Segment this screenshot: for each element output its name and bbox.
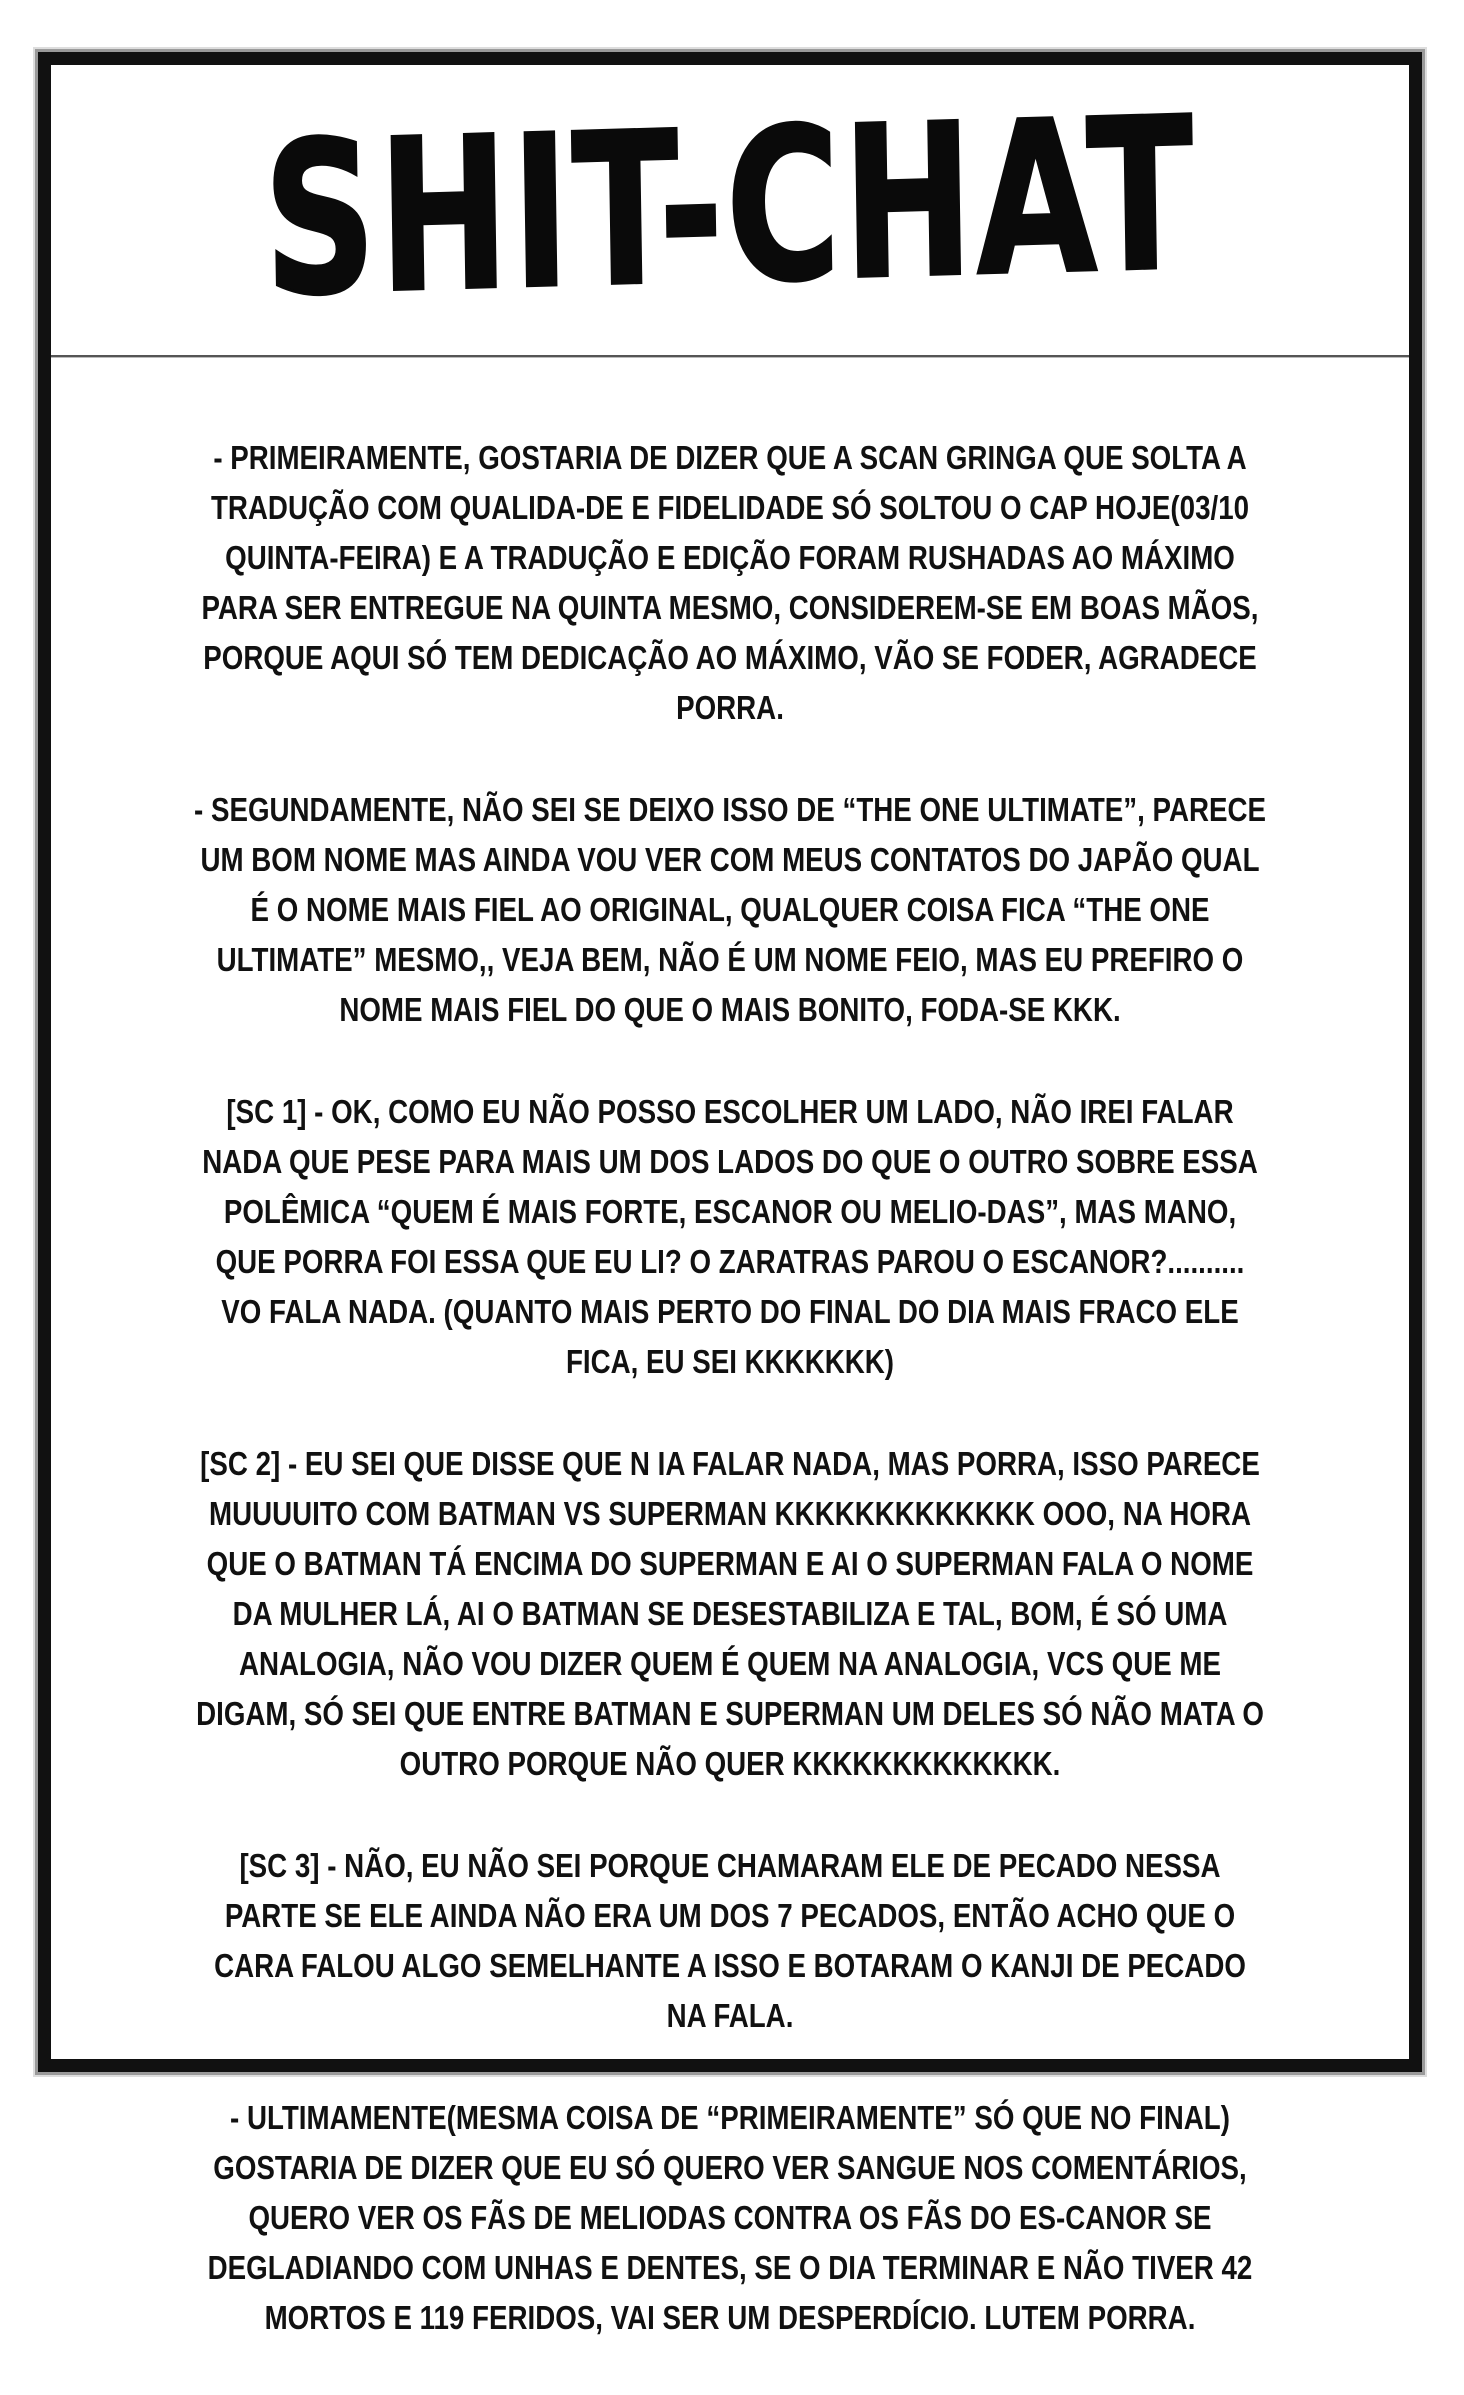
page-frame xyxy=(38,52,1422,2336)
note-paragraph-sc3: [SC 3] - NÃO, EU NÃO SEI PORQUE CHAMARAM ELE DE PECADO NESSA PARTE SE ELE AINDA NÃO ERA UM DOS 7 PECADOS, ENTÃO ACHO QUE O CARA FALOU ALGO SEMELHANTE A ISSO E BOTARAM O KANJI DE PECADO NA FALA. xyxy=(214,1847,1246,2034)
note-paragraph-primeiramente: - PRIMEIRAMENTE, GOSTARIA DE DIZER QUE A SCAN GRINGA QUE SOLTA A TRADUÇÃO COM QUALIDA-DE E FIDELIDADE SÓ SOLTOU O CAP HOJE(03/10 QUINTA-FEIRA) E A TRADUÇÃO E EDIÇÃO FORAM RUSHADAS AO MÁXIMO PARA SER ENTREGUE NA QUINTA MESMO, CONSIDEREM-SE EM BOAS MÃOS, PORQUE AQUI SÓ TEM DEDICAÇÃO AO MÁXIMO, VÃO SE FODER, AGRADECE PORRA. xyxy=(201,439,1259,726)
note-paragraph-ultimamente: - ULTIMAMENTE(MESMA COISA DE “PRIMEIRAMENTE” SÓ QUE NO FINAL) GOSTARIA DE DIZER QUE EU SÓ QUERO VER SANGUE NOS COMENTÁRIOS, QUERO VER OS FÃS DE MELIODAS CONTRA OS FÃS DO ES-CANOR SE DEGLADIANDO COM UNHAS E DENTES, SE O DIA TERMINAR E NÃO TIVER 42 MORTOS E 119 FERIDOS, VAI SER UM DESPERDÍCIO. LUTEM PORRA. xyxy=(207,2099,1253,2336)
page-title: SHIT-CHAT xyxy=(261,71,1198,344)
title-divider xyxy=(51,355,1409,358)
note-paragraph-segundamente: - SEGUNDAMENTE, NÃO SEI SE DEIXO ISSO DE “THE ONE ULTIMATE”, PARECE UM BOM NOME MAS AINDA VOU VER COM MEUS CONTATOS DO JAPÃO QUAL É O NOME MAIS FIEL AO ORIGINAL, QUALQUER COISA FICA “THE ONE ULTIMATE” MESMO,, VEJA BEM, NÃO É UM NOME FEIO, MAS EU PREFIRO O NOME MAIS FIEL DO QUE O MAIS BONITO, FODA-SE KKK. xyxy=(194,791,1266,1028)
notes-body xyxy=(51,433,1409,2395)
note-paragraph-sc2: [SC 2] - EU SEI QUE DISSE QUE N IA FALAR NADA, MAS PORRA, ISSO PARECE MUUUUITO COM BATMAN VS SUPERMAN KKKKKKKKKKKKK OOO, NA HORA QUE O BATMAN TÁ ENCIMA DO SUPERMAN E AI O SUPERMAN FALA O NOME DA MULHER LÁ, AI O BATMAN SE DESESTABILIZA E TAL, BOM, É SÓ UMA ANALOGIA, NÃO VOU DIZER QUEM É QUEM NA ANALOGIA, VCS QUE ME DIGAM, SÓ SEI QUE ENTRE BATMAN E SUPERMAN UM DELES SÓ NÃO MATA O OUTRO PORQUE NÃO QUER KKKKKKKKKKKKK. xyxy=(196,1445,1264,1782)
title-band xyxy=(51,65,1409,351)
note-paragraph-sc1: [SC 1] - OK, COMO EU NÃO POSSO ESCOLHER UM LADO, NÃO IREI FALAR NADA QUE PESE PARA MAIS UM DOS LADOS DO QUE O OUTRO SOBRE ESSA POLÊMICA “QUEM É MAIS FORTE, ESCANOR OU MELIO-DAS”, MAS MANO, QUE PORRA FOI ESSA QUE EU LI? O ZARATRAS PAROU O ESCANOR?.......... VO FALA NADA. (QUANTO MAIS PERTO DO FINAL DO DIA MAIS FRACO ELE FICA, EU SEI KKKKKKK) xyxy=(202,1093,1258,1380)
